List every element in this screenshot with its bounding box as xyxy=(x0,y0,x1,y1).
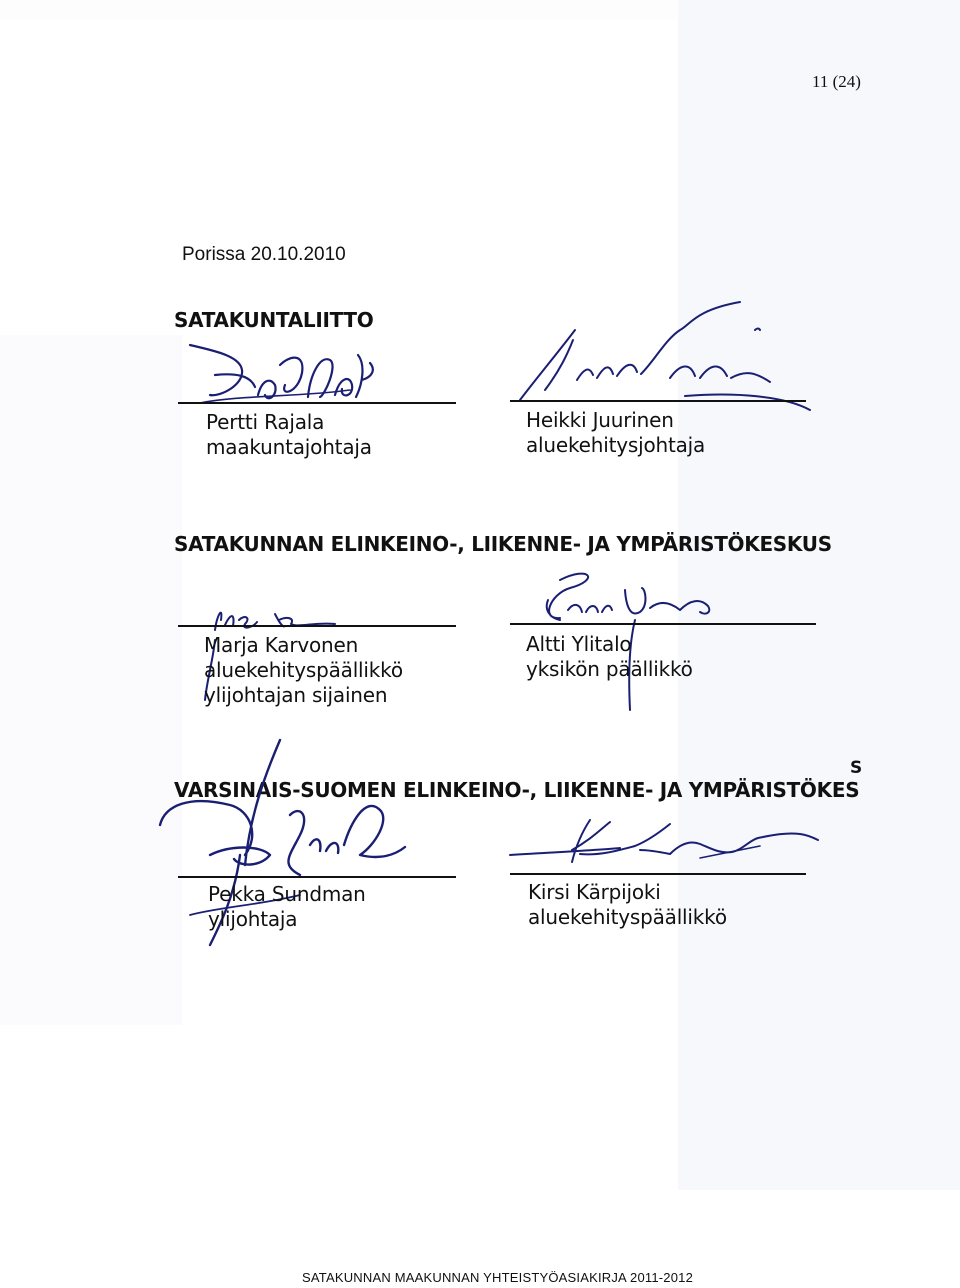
signature-line xyxy=(178,402,456,404)
signatory-title: maakuntajohtaja xyxy=(206,435,372,459)
organization-heading-satakunnan-ely: SATAKUNNAN ELINKEINO-, LIIKENNE- JA YMPÄRISTÖKESKUS xyxy=(174,532,832,556)
organization-heading-varsinais-suomen-ely: VARSINAIS-SUOMEN ELINKEINO-, LIIKENNE- JA YMPÄRISTÖKES xyxy=(174,778,860,802)
signatory-pertti-rajala xyxy=(206,410,372,460)
signature-kirsi-karpijoki xyxy=(500,810,820,880)
signatory-title: aluekehitysjohtaja xyxy=(526,433,706,457)
signatory-name: Kirsi Kärpijoki xyxy=(528,880,661,904)
signatory-title: aluekehityspäällikkö xyxy=(204,658,403,682)
place-and-date: Porissa 20.10.2010 xyxy=(182,244,346,265)
signature-line xyxy=(178,625,456,627)
signatory-title: aluekehityspäällikkö xyxy=(528,905,727,929)
signature-line xyxy=(510,623,816,625)
signatory-name: Marja Karvonen xyxy=(204,633,359,657)
signatory-title: yksikön päällikkö xyxy=(526,657,693,681)
signatory-name: Altti Ylitalo xyxy=(526,632,632,656)
signature-line xyxy=(510,400,806,402)
document-footer: SATAKUNNAN MAAKUNNAN YHTEISTYÖASIAKIRJA 2011-2012 xyxy=(302,1270,694,1285)
signatory-title: ylijohtaja xyxy=(208,907,298,931)
signatory-pekka-sundman xyxy=(208,882,366,932)
signatory-heikki-juurinen xyxy=(526,408,705,458)
signatory-title-line-2: ylijohtajan sijainen xyxy=(204,683,388,707)
organization-heading-satakuntaliitto: SATAKUNTALIITTO xyxy=(174,308,374,332)
signatory-altti-ylitalo xyxy=(526,632,693,682)
signature-line xyxy=(178,876,456,878)
signature-heikki-juurinen xyxy=(505,300,815,420)
signatory-kirsi-karpijoki xyxy=(528,880,727,930)
page-number: 11 (24) xyxy=(812,72,861,91)
organization-heading-overflow: S xyxy=(850,758,863,778)
signatory-name: Heikki Juurinen xyxy=(526,408,674,432)
signatory-name: Pekka Sundman xyxy=(208,882,366,906)
signatory-name: Pertti Rajala xyxy=(206,410,325,434)
signatory-marja-karvonen xyxy=(204,633,403,708)
signature-line xyxy=(510,873,806,875)
